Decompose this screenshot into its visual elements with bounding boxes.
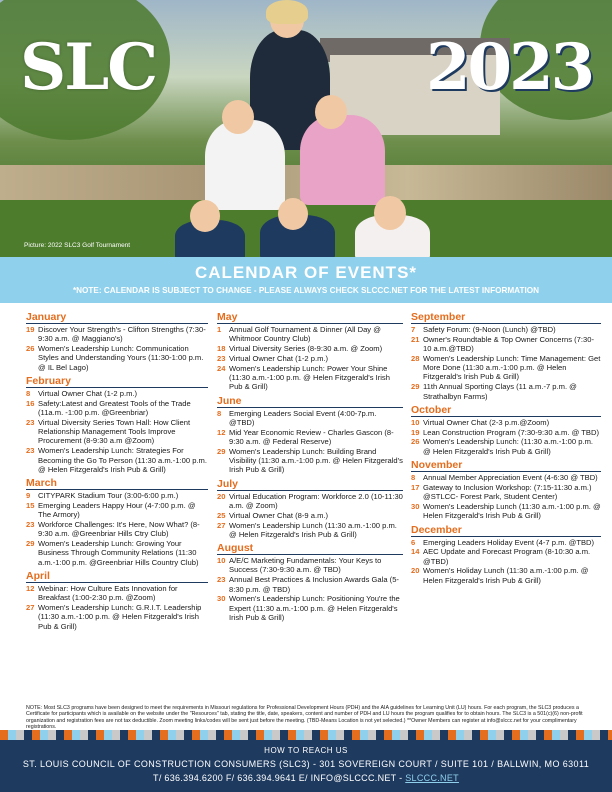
month-heading: February (26, 375, 208, 388)
event-description: Women's Holiday Lunch (11:30 a.m.-1:00 p.m. @ Helen Fitzgerald's Irish Pub & Grill) (423, 566, 589, 585)
slc-logo: SLC (20, 30, 157, 105)
event-item (26, 584, 208, 603)
event-description: Women's Leadership Lunch: G.R.I.T. Leadership (11:30 a.m.-1:00 p.m. @ Helen Fitzgerald's Irish Pub & Grill) (38, 603, 202, 631)
event-description: Mid Year Economic Review - Charles Gascon (8-9:30 a.m. @ Federal Reserve) (229, 427, 394, 446)
calendar-note: *NOTE: CALENDAR IS SUBJECT TO CHANGE - PLEASE ALWAYS CHECK SLCCC.NET FOR THE LATEST INFORMATION (72, 286, 540, 295)
event-description: Women's Leadership Lunch (11:30 a.m.-1:00 p.m. @ Helen Fitzgerald's Irish Pub & Grill) (423, 501, 601, 521)
event-description: Women's Leadership Lunch: Positioning You're the Expert (11:30 a.m.-1:00 p.m. @ Helen Fitzgerald's Irish Pub & Grill) (229, 594, 400, 622)
event-item (26, 603, 208, 631)
event-day: 17 (411, 482, 420, 492)
event-day: 14 (411, 547, 420, 557)
event-item (26, 491, 208, 500)
event-day: 27 (26, 603, 35, 613)
event-description: Women's Leadership Lunch: Power Your Shine (11:30 a.m.-1:00 p.m. @ Helen Fitzgerald's Irish Pub & Grill) (229, 363, 390, 392)
month-heading: August (217, 542, 403, 555)
event-day: 1 (217, 325, 222, 334)
event-day: 16 (26, 398, 35, 408)
event-description: A/E/C Marketing Fundamentals: Your Keys to Success (7:30-9:30 a.m. @ TBD) (229, 556, 382, 575)
hero-photo (0, 0, 612, 257)
event-item (217, 575, 403, 594)
event-day: 20 (217, 491, 226, 501)
event-day: 29 (217, 446, 226, 456)
event-item (411, 382, 601, 401)
month-heading: November (411, 459, 601, 472)
event-day: 23 (217, 353, 226, 363)
footer (0, 740, 612, 792)
event-day: 19 (411, 427, 420, 437)
footer-heading: HOW TO REACH US (264, 746, 348, 755)
event-day: 8 (26, 388, 31, 398)
event-item (411, 418, 601, 427)
event-item (217, 556, 403, 575)
event-day: 27 (217, 520, 226, 530)
event-description: Virtual Owner Chat (8-9 a.m.) (229, 510, 329, 520)
event-day: 23 (26, 520, 35, 530)
event-description: Virtual Diversity Series (8-9:30 a.m. @ Zoom) (229, 344, 383, 354)
event-item (217, 354, 403, 363)
event-day: 8 (217, 408, 222, 418)
month-heading: January (26, 311, 208, 324)
event-description: AEC Update and Forecast Program (8-10:30 a.m. @TBD) (423, 547, 591, 566)
event-description: Women's Leadership Lunch (11:30 a.m.-1:00 p.m. @ Helen Fitzgerald's Irish Pub & Grill) (229, 520, 397, 539)
event-description: Virtual Diversity Series Town Hall: How Client Relationship Management Tools Improve Procurement (8-9:30 a.m @Zoom) (38, 417, 191, 446)
footnote: NOTE: Most SLC3 programs have been designed to meet the requirements in Missouri regulations for Professional Development Hours (PDH) and the AIA guidelines for Learning Unit (LU) hours. For each program, the SLC3 produces a Certificate for participants which is available on the website under the "Resources" tab, stating the title, date, speakers, content and number of PDH and LU hours the program qualifies for to obtain hours. The SLC3 is a 501(c)(6) non-profit organization and registration fees are not tax deductible. Zoom meeting links/codes will be sent just before the meeting. (TBD-Means Location is not yet selected.) **Owner Members can register at info@slccc.net for your complimentary registrations. (26, 705, 583, 730)
event-description: Women's Leadership Lunch: Building Brand Visibility (11:30 a.m.-1:00 p.m. @ Helen Fitzgerald's Irish Pub & Grill) (229, 446, 403, 475)
event-description: Women's Leadership Lunch: Time Management: Get More Done (11:30 a.m.-1:00 p.m. @ Helen Fitzgerald's Irish Pub & Grill) (423, 353, 601, 382)
month-heading: September (411, 311, 601, 324)
event-day: 21 (411, 334, 420, 344)
event-item (411, 538, 601, 547)
event-item (26, 325, 208, 344)
event-description: Emerging Leaders Social Event (4:00-7p.m. @TBD) (229, 408, 377, 427)
event-day: 6 (411, 537, 416, 547)
event-day: 20 (411, 566, 420, 576)
event-day: 12 (217, 427, 226, 437)
event-day: 18 (217, 344, 226, 354)
calendar-column-2 (217, 308, 403, 623)
event-item (411, 547, 601, 566)
event-day: 29 (411, 382, 420, 392)
event-description: Annual Golf Tournament & Dinner (All Day @ Whitmoor Country Club) (229, 325, 381, 344)
event-description: Virtual Owner Chat (1-2 p.m.) (38, 388, 138, 398)
event-description: Safety Forum: (9-Noon (Lunch) @TBD) (423, 325, 556, 334)
month-heading: July (217, 478, 403, 491)
month-heading: April (26, 570, 208, 583)
calendar-column-3 (411, 308, 601, 586)
event-item (217, 325, 403, 344)
event-item (217, 594, 403, 622)
calendar-banner (0, 257, 612, 303)
event-description: Emerging Leaders Happy Hour (4-7:00 p.m. @ The Armory) (38, 500, 196, 520)
event-item (411, 354, 601, 382)
event-day: 26 (411, 437, 420, 447)
event-description: Women's Leadership Lunch: Communication Styles and Understanding Yours (11:30-1:00 p.m. @ IL Bel Lago) (38, 344, 204, 372)
event-description: Virtual Education Program: Workforce 2.0 (10-11:30 a.m. @ Zoom) (229, 491, 403, 510)
event-item (411, 428, 601, 437)
event-day: 7 (411, 325, 416, 334)
event-item (411, 502, 601, 521)
event-item (217, 428, 403, 447)
event-item (217, 447, 403, 475)
event-day: 24 (217, 363, 226, 373)
event-description: Women's Leadership Lunch: Growing Your Business Through Community Relations (11:30 a.m.-1:00 p.m. @Greenbriar Hills Country Club) (38, 539, 199, 567)
event-item (26, 399, 208, 418)
event-item (217, 511, 403, 520)
event-item (217, 409, 403, 428)
footer-contact-line (0, 773, 612, 783)
event-description: Women's Leadership Lunch: Strategies For Becoming the Go To Person (11:30 a.m.-1:00 p.m. @ Helen Fitzgerald's Irish Pub & Grill) (38, 446, 207, 474)
event-item (26, 389, 208, 398)
event-description: Virtual Owner Chat (2-3 p.m.@Zoom) (423, 417, 550, 427)
decorative-stripe (0, 730, 612, 740)
event-item (26, 539, 208, 567)
event-day: 30 (411, 501, 420, 511)
event-item (26, 501, 208, 520)
event-item (411, 437, 601, 456)
event-day: 23 (26, 446, 35, 456)
event-description: Discover Your Strength's - Clifton Strengths (7:30-9:30 a.m. @ Maggiano's) (38, 325, 206, 344)
event-item (26, 520, 208, 539)
event-item (217, 521, 403, 540)
event-item (411, 473, 601, 482)
event-description: Virtual Owner Chat (1-2 p.m.) (229, 353, 329, 363)
event-day: 26 (26, 344, 35, 354)
event-description: Workforce Challenges: It's Here, Now What? (8-9:30 a.m. @Greenbriar Hills Ctry Club) (38, 520, 200, 539)
event-description: Safety:Latest and Greatest Tools of the Trade (11a.m. -1:00 p.m. @Greenbriar) (38, 398, 191, 418)
website-link[interactable]: SLCCC.NET (405, 773, 459, 783)
event-description: Annual Member Appreciation Event (4-6:30 @ TBD) (423, 473, 598, 483)
month-heading: October (411, 404, 601, 417)
event-description: 11th Annual Sporting Clays (11 a.m.-7 p.m. @ Strathalbyn Farms) (423, 382, 577, 401)
event-description: CITYPARK Stadium Tour (3:00-6:00 p.m.) (38, 491, 179, 501)
event-description: Gateway to Inclusion Workshop: (7:15-11:30 a.m.) @STLCC- Forest Park, Student Center) (423, 482, 592, 502)
event-day: 23 (217, 575, 226, 585)
month-heading: March (26, 477, 208, 490)
event-item (26, 418, 208, 446)
event-item (217, 344, 403, 353)
month-heading: May (217, 311, 403, 324)
event-item (26, 446, 208, 474)
year-title: 2023 (426, 30, 593, 105)
event-description: Owner's Roundtable & Top Owner Concerns (7:30-10 a.m.@TBD) (423, 334, 594, 354)
calendar-column-1 (26, 308, 208, 632)
event-day: 12 (26, 584, 35, 594)
footer-address: ST. LOUIS COUNCIL OF CONSTRUCTION CONSUMERS (SLC3) - 301 SOVEREIGN COURT / SUITE 101 / BALLWIN, MO 63011 (22, 759, 590, 769)
photo-caption: Picture: 2022 SLC3 Golf Tournament (24, 242, 131, 249)
event-description: Lean Construction Program (7:30-9:30 a.m. @ TBD) (423, 427, 599, 437)
event-description: Webinar: How Culture Eats Innovation for Breakfast (1:00-2:30 p.m. @Zoom) (38, 584, 178, 603)
event-day: 9 (26, 491, 31, 501)
event-item (217, 492, 403, 511)
event-day: 19 (26, 325, 35, 334)
event-item (411, 483, 601, 502)
event-description: Women's Leadership Lunch: (11:30 a.m.-1:00 p.m. @ Helen Fitzgerald's Irish Pub & Grill) (423, 437, 594, 456)
event-description: Emerging Leaders Holiday Event (4-7 p.m. @TBD) (423, 537, 595, 547)
event-day: 28 (411, 353, 420, 363)
event-day: 29 (26, 539, 35, 549)
event-day: 23 (26, 417, 35, 427)
event-day: 25 (217, 510, 226, 520)
month-heading: June (217, 395, 403, 408)
event-day: 8 (411, 473, 416, 483)
month-heading: December (411, 524, 601, 537)
event-day: 30 (217, 594, 226, 604)
event-description: Annual Best Practices & Inclusion Awards Gala (5-8:30 p.m. @ TBD) (229, 575, 399, 594)
event-item (411, 335, 601, 354)
event-day: 10 (217, 556, 226, 566)
event-day: 10 (411, 417, 420, 427)
event-item (26, 344, 208, 372)
footer-contact: T/ 636.394.6200 F/ 636.394.9641 E/ INFO@SLCCC.NET - (153, 773, 403, 783)
event-day: 15 (26, 500, 35, 510)
event-item (411, 566, 601, 585)
calendar-title: CALENDAR OF EVENTS* (194, 263, 418, 282)
event-item (217, 364, 403, 392)
event-item (411, 325, 601, 334)
